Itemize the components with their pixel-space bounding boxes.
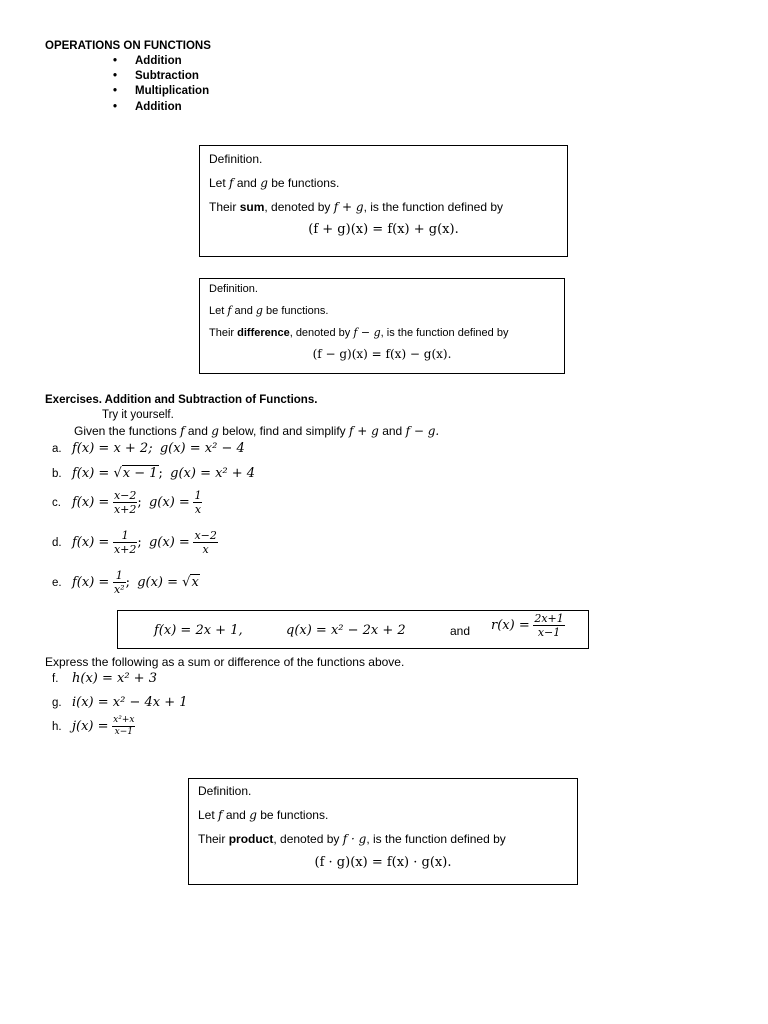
exercises-heading: Exercises. Addition and Subtraction of Functions. <box>45 394 318 406</box>
bullet-item: • Addition <box>113 101 182 113</box>
definition-description: Their product, denoted by f · g, is the function defined by <box>198 832 506 846</box>
definition-description: Their difference, denoted by f − g, is the function defined by <box>209 326 509 339</box>
exercise-item-b: b. f(x) = √x − 1; g(x) = x² + 4 <box>52 466 256 481</box>
definition-formula: (f − g)(x) = f(x) − g(x). <box>312 347 452 361</box>
definition-let-line: Let f and g be functions. <box>209 304 329 317</box>
bullet-label: Addition <box>135 55 182 67</box>
definition-let-line: Let f and g be functions. <box>209 176 340 190</box>
bullet-item: • Addition <box>113 55 182 67</box>
bullet-label: Addition <box>135 101 182 113</box>
express-item-g: g. i(x) = x² − 4x + 1 <box>52 695 188 710</box>
bullet-item: • Multiplication <box>113 85 210 97</box>
functions-box <box>117 610 589 649</box>
definition-heading: Definition. <box>209 152 263 166</box>
definition-description: Their sum, denoted by f + g, is the function defined by <box>209 200 504 214</box>
exercise-item-a: a. f(x) = x + 2; g(x) = x² − 4 <box>52 441 245 456</box>
definition-sum-box <box>199 145 568 257</box>
definition-formula: (f · g)(x) = f(x) · g(x). <box>314 855 452 870</box>
function-f: f(x) = 2x + 1, <box>154 623 243 638</box>
definition-let-line: Let f and g be functions. <box>198 808 329 822</box>
exercise-item-e: e. f(x) = $\frac{1}{\text{x²}}$ ; g(x) = √x <box>52 569 199 596</box>
function-q: q(x) = x² − 2x + 2 <box>286 623 406 638</box>
express-item-f: f. h(x) = x² + 3 <box>52 671 157 686</box>
bullet-label: Subtraction <box>135 70 199 82</box>
exercises-try: Try it yourself. <box>102 409 174 421</box>
definition-heading: Definition. <box>209 283 258 295</box>
definition-formula: (f + g)(x) = f(x) + g(x). <box>308 222 459 237</box>
exercise-item-c: c. f(x) = $\frac{x-2}{x+2}$ ; g(x) = $\frac{1}{x}$ <box>52 489 202 516</box>
bullet-label: Multiplication <box>135 85 210 97</box>
bullet-item: • Subtraction <box>113 70 199 82</box>
exercises-instruction: Given the functions f and g below, find and simplify f + g and f − g. <box>74 424 440 438</box>
exercise-item-d: d. f(x) = $\frac{1}{x+2}$ ; g(x) = $\frac{x-2}{x}$ <box>52 529 217 556</box>
express-heading: Express the following as a sum or difference of the functions above. <box>45 655 405 669</box>
definition-heading: Definition. <box>198 784 252 798</box>
function-r: r(x) = $\frac{2x+1}{x-1}$ <box>491 612 564 639</box>
definition-difference-box <box>199 278 565 374</box>
page-title: OPERATIONS ON FUNCTIONS <box>45 40 211 52</box>
express-item-h: h. j(x) = $\frac{\text{x²+x}}{x-1}$ <box>52 715 135 737</box>
definition-product-box <box>188 778 578 885</box>
functions-and: and <box>450 624 471 638</box>
